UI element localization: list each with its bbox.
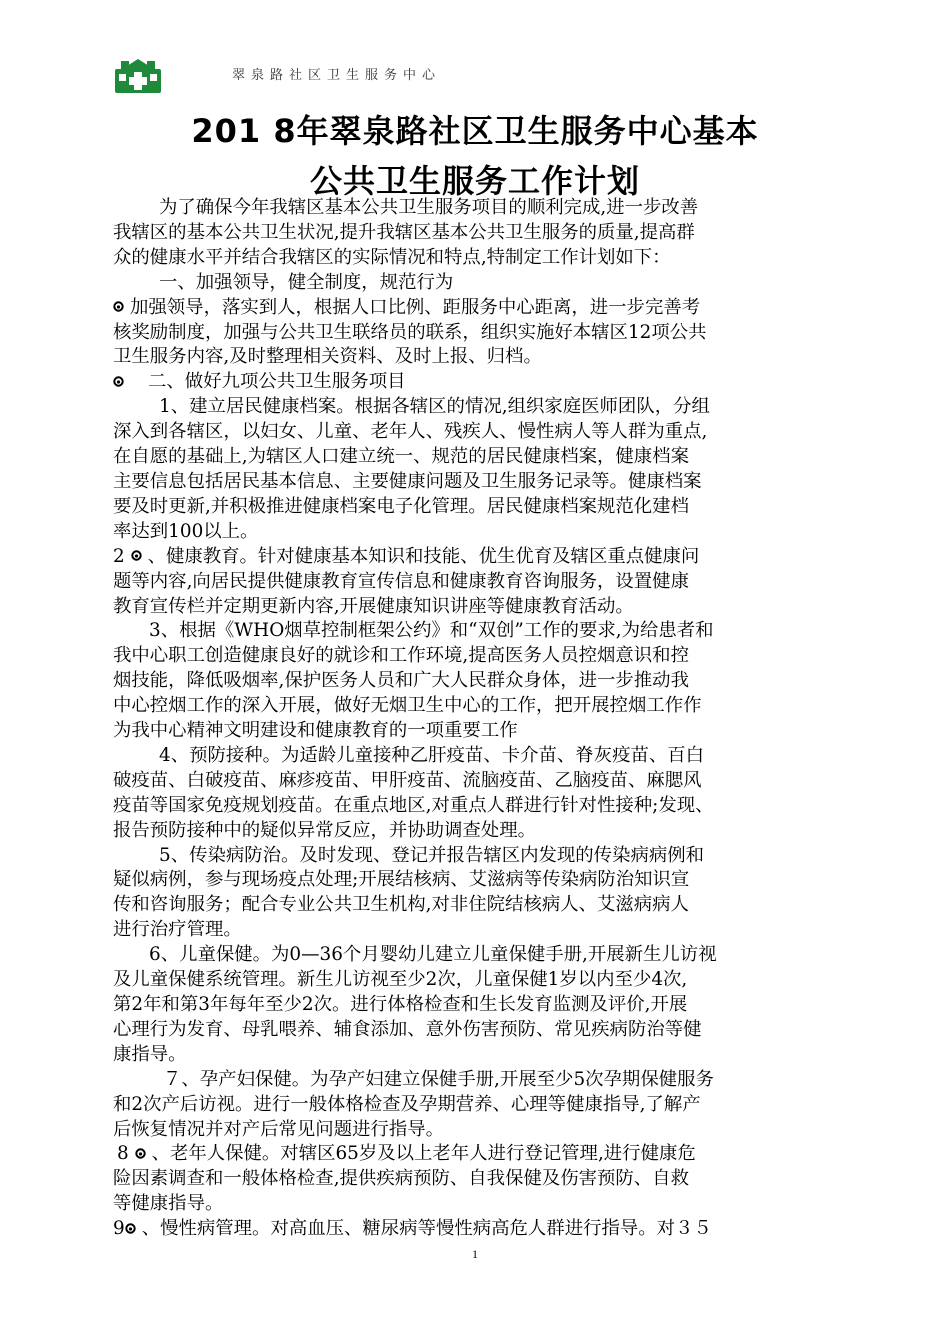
community-health-center-logo-icon <box>113 57 163 95</box>
item-line: 为我中心精神文明建设和健康教育的一项重要工作 <box>113 720 518 742</box>
item-line <box>113 1142 843 1167</box>
item-line: 康指导。 <box>113 1043 187 1065</box>
bullet-icon <box>131 550 142 561</box>
bullet-icon <box>113 376 124 387</box>
item-line: 后恢复情况并对产后常见问题进行指导。 <box>113 1118 445 1140</box>
item-line <box>113 1217 843 1242</box>
item-number: 9 <box>113 1218 125 1240</box>
section-heading-line <box>113 370 843 395</box>
item-line: 第2年和第3年每年至少2次。进行体格检查和生长发育监测及评价,开展 <box>113 994 688 1015</box>
item-line: 传和咨询服务；配合专业公共卫生机构,对非住院结核病人、艾滋病病人 <box>113 894 689 916</box>
item-line: 疑似病例，参与现场疫点处理;开展结核病、艾滋病等传染病防治知识宣 <box>113 869 690 891</box>
intro-line: 我辖区的基本公共卫生状况,提升我辖区基本公共卫生服务的质量,提高群 <box>113 221 695 243</box>
bullet-icon <box>135 1148 146 1159</box>
document-title-line-2: 公共卫生服务工作计划 <box>309 162 640 200</box>
item-line: 6、儿童保健。为0—36个月婴幼儿建立儿童保健手册,开展新生儿访视 <box>149 944 717 966</box>
item-number: 8 <box>117 1143 129 1165</box>
header-organization-name: 翠泉路社区卫生服务中心 <box>232 68 442 83</box>
item-line: 中心控烟工作的深入开展，做好无烟卫生中心的工作，把开展控烟工作作 <box>113 695 702 717</box>
intro-line: 众的健康水平并结合我辖区的实际情况和特点,特制定工作计划如下： <box>113 246 671 268</box>
section-1-line: 核奖励制度，加强与公共卫生联络员的联系，组织实施好本辖区12项公共 <box>113 321 707 343</box>
item-line: 4、预防接种。为适龄儿童接种乙肝疫苗、卡介苗、脊灰疫苗、百白 <box>159 744 705 766</box>
item-line: 要及时更新,并积极推进健康档案电子化管理。居民健康档案规范化建档 <box>113 495 689 517</box>
item-line: 等健康指导。 <box>113 1193 224 1215</box>
bullet-icon <box>113 301 124 312</box>
item-line: 教育宣传栏并定期更新内容,开展健康知识讲座等健康教育活动。 <box>113 595 634 617</box>
item-line: 和2次产后访视。进行一般体格检查及孕期营养、心理等健康指导,了解产 <box>113 1093 701 1115</box>
item-line: 报告预防接种中的疑似异常反应，并协助调查处理。 <box>113 819 536 841</box>
item-text: 、健康教育。针对健康基本知识和技能、优生优育及辖区重点健康问 <box>147 545 700 567</box>
item-text: 、老年人保健。对辖区65岁及以上老年人进行登记管理,进行健康危 <box>151 1143 696 1165</box>
item-line: 及儿童保健系统管理。新生儿访视至少2次，儿童保健1岁以内至少4次, <box>113 969 688 991</box>
item-line: 题等内容,向居民提供健康教育宣传信息和健康教育咨询服务，设置健康 <box>113 570 689 592</box>
item-line: 5、传染病防治。及时发现、登记并报告辖区内发现的传染病病例和 <box>159 844 705 866</box>
item-number: 2 <box>113 545 125 567</box>
bullet-icon <box>125 1223 136 1234</box>
item-line: 主要信息包括居民基本信息、主要健康问题及卫生服务记录等。健康档案 <box>113 470 702 492</box>
section-1-line <box>113 296 843 321</box>
item-line: 深入到各辖区，以妇女、儿童、老年人、残疾人、慢性病人等人群为重点, <box>113 421 708 443</box>
intro-line: 为了确保今年我辖区基本公共卫生服务项目的顺利完成,进一步改善 <box>159 197 699 218</box>
item-line: ７、孕产妇保健。为孕产妇建立保健手册,开展至少5次孕期保健服务 <box>163 1068 714 1090</box>
item-line: 险因素调查和一般体格检查,提供疾病预防、自我保健及伤害预防、自救 <box>113 1168 689 1190</box>
item-line: 疫苗等国家免疫规划疫苗。在重点地区,对重点人群进行针对性接种;发现、 <box>113 794 714 816</box>
item-line: 破疫苗、白破疫苗、麻疹疫苗、甲肝疫苗、流脑疫苗、乙脑疫苗、麻腮风 <box>113 769 702 791</box>
section-1-text: 加强领导，落实到人，根据人口比例、距服务中心距离，进一步完善考 <box>130 296 701 318</box>
item-line: 在自愿的基础上,为辖区人口建立统一、规范的居民健康档案，健康档案 <box>113 446 689 468</box>
item-line: 3、根据《WHO烟草控制框架公约》和“双创”工作的要求,为给患者和 <box>149 620 714 642</box>
document-title-line-1: 201 8年翠泉路社区卫生服务中心基本 <box>191 112 759 150</box>
item-line: 1、建立居民健康档案。根据各辖区的情况,组织家庭医师团队，分组 <box>159 396 710 418</box>
document-body <box>113 196 843 1242</box>
item-line: 我中心职工创造健康良好的就诊和工作环境,提高医务人员控烟意识和控 <box>113 645 689 667</box>
section-1-line: 卫生服务内容,及时整理相关资料、及时上报、归档。 <box>113 346 542 368</box>
item-text: 、慢性病管理。对高血压、糖尿病等慢性病高危人群进行指导。对３５ <box>141 1218 712 1240</box>
page-number: 1 <box>472 1247 478 1261</box>
section-heading: 一、加强领导，健全制度，规范行为 <box>159 271 454 293</box>
item-line: 烟技能，降低吸烟率,保护医务人员和广大人民群众身体，进一步推动我 <box>113 670 689 692</box>
section-heading: 二、做好九项公共卫生服务项目 <box>148 371 406 393</box>
item-line <box>113 545 843 570</box>
item-line: 进行治疗管理。 <box>113 919 242 941</box>
item-line: 率达到100以上。 <box>113 520 259 542</box>
item-line: 心理行为发育、母乳喂养、辅食添加、意外伤害预防、常见疾病防治等健 <box>113 1018 702 1040</box>
